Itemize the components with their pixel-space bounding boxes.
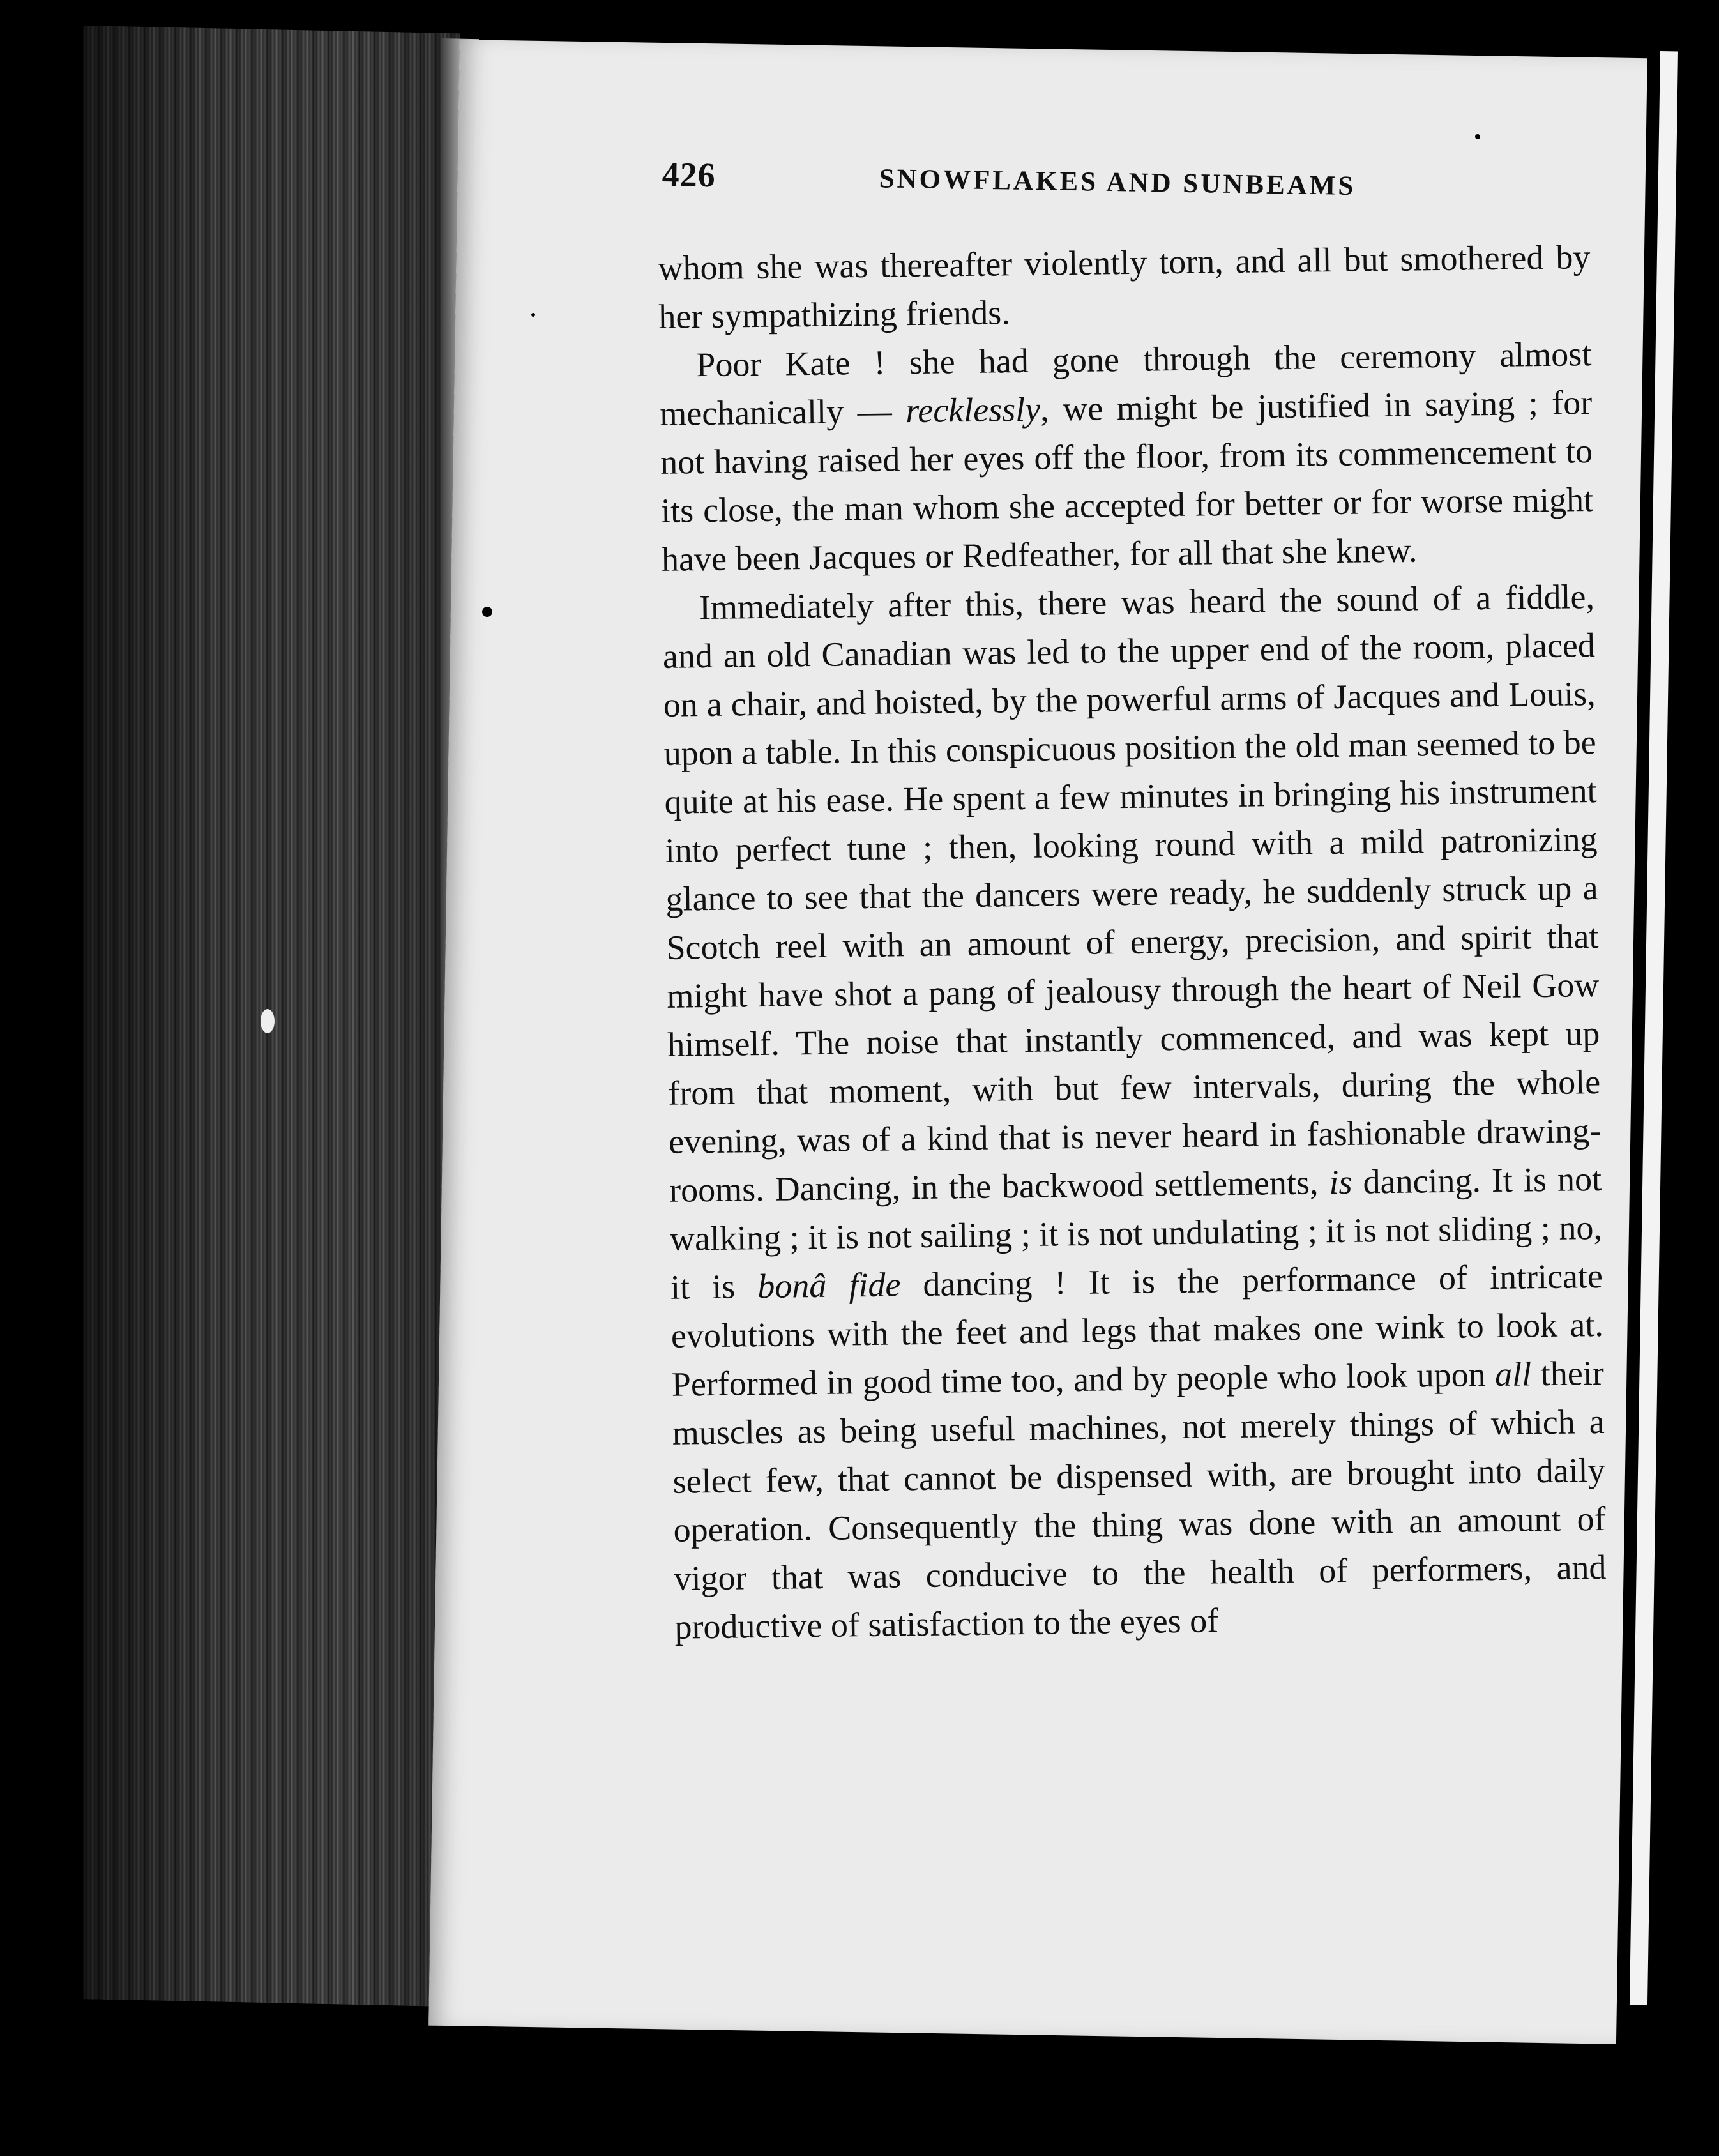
paragraph bbox=[662, 572, 1607, 1651]
scan-speck bbox=[1475, 134, 1480, 139]
scan-speck bbox=[1632, 1233, 1640, 1240]
body-text bbox=[658, 232, 1607, 1651]
paragraph bbox=[659, 330, 1594, 584]
printed-page bbox=[428, 40, 1647, 2044]
paragraph-text: dancing. It is not walking ; it is not sailing ; it is not undulating ; it is not sliding ; no, it is bbox=[669, 1159, 1603, 1307]
italic-text: is bbox=[1329, 1162, 1352, 1202]
italic-text: bonâ fide bbox=[757, 1265, 901, 1306]
paragraph-text: , we might be justified in saying ; for not having raised her eyes off the floor, from its commencement to its close, the man whom she accepted for better or for worse might have been Jacques or Redfeather, for all that she knew. bbox=[660, 383, 1594, 579]
scan-speck bbox=[261, 1009, 275, 1033]
paragraph-text: Poor Kate ! she had gone through the ceremony almost mechanically — bbox=[659, 335, 1592, 433]
paragraph-text: Immediately after this, there was heard the sound of a fiddle, and an old Canadian was led to the upper end of the room, placed on a chair, and hoisted, by the powerful arms of Jacques and Louis, upon a table. In this conspicuous position the old man seemed to be quite at his ease. He spent a few minutes in bringing his instrument into perfect tune ; then, looking round with a mild patronizing glance to see that the dancers were ready, he suddenly struck up a Scotch reel with an amount of energy, precision, and spirit that might have shot a pang of jealousy through the heart of Neil Gow himself. The noise that instantly commenced, and was kept up from that moment, with but few intervals, during the whole evening, was of a kind that is never heard in fashionable drawing-rooms. Dancing, in the backwood settlements, bbox=[662, 577, 1602, 1210]
paragraph-text: whom she was thereafter violently torn, and all but smothered by her sympathizing friends. bbox=[658, 238, 1591, 336]
paragraph bbox=[658, 232, 1591, 341]
scan-speck bbox=[531, 313, 535, 317]
scan-speck bbox=[482, 607, 492, 617]
page-number: 426 bbox=[662, 155, 716, 195]
paragraph-text: their muscles as being useful machines, not merely things of which a select few, that cannot be dispensed with, are brought into daily operation. Consequently the thing was done with an amount of vigor that was conducive to the health of performers, and productive of satisfaction to the eyes of bbox=[672, 1353, 1607, 1646]
paragraph-text: dancing ! It is the performance of intricate evolutions with the feet and legs that makes one wink to look at. Performed in good time too, and by people who look upon bbox=[670, 1256, 1604, 1404]
running-title: SNOWFLAKES AND SUNBEAMS bbox=[879, 163, 1356, 202]
italic-text: recklessly bbox=[905, 390, 1041, 430]
running-head bbox=[662, 155, 1556, 226]
italic-text: all bbox=[1494, 1355, 1532, 1394]
